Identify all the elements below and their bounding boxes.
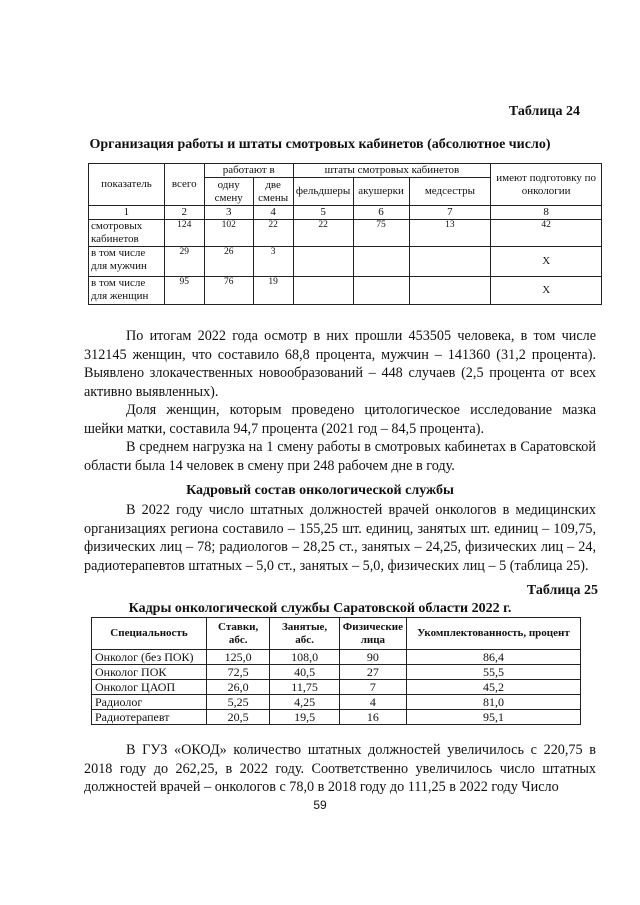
- col-number: 7: [409, 206, 491, 220]
- col-number: 8: [491, 206, 602, 220]
- cell-feldsher: [293, 277, 353, 305]
- cell-persons: 7: [339, 680, 406, 695]
- table-row: [92, 680, 581, 695]
- cell-midwife: 75: [353, 220, 409, 247]
- header-one-shift: одну смену: [204, 178, 253, 206]
- cell-total: 95: [164, 277, 204, 305]
- paragraph: В 2022 году число штатных должностей врачей онкологов в медицинских организациях региона составило – 155,25 шт. единиц, занятых шт. единиц – 109,75, физических лиц – 78; радиологов – 28,25 ст., занятых – 24,25, физических лиц – 24, радиотерапевтов штатных – 5,0 ст., занятых – 5,0, физических лиц – 5 (таблица 25).: [84, 502, 596, 574]
- row-label: в том числе для мужчин: [89, 247, 165, 277]
- row-label: в том числе для женщин: [89, 277, 165, 305]
- cell-rates: 125,0: [206, 650, 269, 665]
- cell-nurses: 13: [409, 220, 491, 247]
- col-number: 5: [293, 206, 353, 220]
- cell-feldsher: [293, 247, 353, 277]
- header-work-in: работают в: [204, 164, 293, 178]
- cell-total: 124: [164, 220, 204, 247]
- table-25: [91, 617, 581, 725]
- cell-specialty: Онколог ЦАОП: [92, 680, 207, 695]
- column-numbers-row: [89, 206, 602, 220]
- okod-paragraph-block: [84, 741, 596, 797]
- col-number: 1: [89, 206, 165, 220]
- header-oncology-training: имеют подготовку по онкологии: [491, 164, 602, 206]
- cell-nurses: [409, 247, 491, 277]
- table-header-row: [92, 618, 581, 650]
- header-persons: Физические лица: [339, 618, 406, 650]
- header-midwife: акушерки: [353, 178, 409, 206]
- cell-midwife: [353, 247, 409, 277]
- section-heading: Кадровый состав онкологической службы: [186, 483, 454, 498]
- page-number: 59: [313, 798, 327, 812]
- cell-nurses: [409, 277, 491, 305]
- cell-occupied: 4,25: [270, 695, 339, 710]
- table-24-title: Организация работы и штаты смотровых кабинетов (абсолютное число): [89, 137, 551, 152]
- header-rates: Ставки, абс.: [206, 618, 269, 650]
- cell-total: 29: [164, 247, 204, 277]
- cell-staffing: 81,0: [407, 695, 581, 710]
- cell-staffing: 86,4: [407, 650, 581, 665]
- cadre-paragraph-block: [84, 501, 596, 575]
- header-staffing: Укомплектованность, процент: [407, 618, 581, 650]
- col-number: 3: [204, 206, 253, 220]
- table-row: [92, 710, 581, 725]
- cell-persons: 27: [339, 665, 406, 680]
- cell-rates: 20,5: [206, 710, 269, 725]
- cell-persons: 90: [339, 650, 406, 665]
- table-row: [92, 695, 581, 710]
- cell-specialty: Онколог ПОК: [92, 665, 207, 680]
- table-row: [89, 277, 602, 305]
- cell-staffing: 55,5: [407, 665, 581, 680]
- paragraph: В среднем нагрузка на 1 смену работы в смотровых кабинетах в Саратовской области была 14 человек в смену при 248 рабочем дне в году.: [84, 439, 596, 474]
- cell-rates: 72,5: [206, 665, 269, 680]
- header-staff: штаты смотровых кабинетов: [293, 164, 491, 178]
- paragraph: По итогам 2022 года осмотр в них прошли 453505 человека, в том числе 312145 женщин, что составило 68,8 процента, мужчин – 141360 (31,2 процента). Выявлено злокачественных новообразований – 448 случаев (2,5 процента от всех активно выявленных).: [84, 328, 596, 400]
- cell-one-shift: 26: [204, 247, 253, 277]
- cell-occupied: 108,0: [270, 650, 339, 665]
- table-row: [89, 220, 602, 247]
- cell-oncology: X: [491, 277, 602, 305]
- header-feldsher: фельдшеры: [293, 178, 353, 206]
- header-indicator: показатель: [89, 164, 165, 206]
- paragraph: В ГУЗ «ОКОД» количество штатных должностей увеличилось с 220,75 в 2018 году до 262,25, в 2022 году. Соответственно увеличилось число штатных должностей врачей – онкологов с 78,0 в 2018 году до 111,25 в 2022 году Число: [84, 742, 596, 795]
- cell-persons: 16: [339, 710, 406, 725]
- row-label: смотровых кабинетов: [89, 220, 165, 247]
- cell-specialty: Радиолог: [92, 695, 207, 710]
- cell-oncology: X: [491, 247, 602, 277]
- table-24-label: Таблица 24: [508, 104, 580, 119]
- cell-one-shift: 102: [204, 220, 253, 247]
- cell-persons: 4: [339, 695, 406, 710]
- cell-specialty: Онколог (без ПОК): [92, 650, 207, 665]
- table-25-label: Таблица 25: [526, 583, 598, 598]
- table-row: [92, 650, 581, 665]
- table-24: [88, 163, 602, 305]
- table-row: [89, 247, 602, 277]
- header-nurses: медсестры: [409, 178, 491, 206]
- cell-staffing: 45,2: [407, 680, 581, 695]
- col-number: 6: [353, 206, 409, 220]
- cell-two-shifts: 19: [253, 277, 293, 305]
- cell-specialty: Радиотерапевт: [92, 710, 207, 725]
- table-25-title: Кадры онкологической службы Саратовской области 2022 г.: [128, 601, 512, 616]
- col-number: 4: [253, 206, 293, 220]
- screening-paragraphs: [84, 327, 596, 475]
- table-row: [92, 665, 581, 680]
- header-occupied: Занятые, абс.: [270, 618, 339, 650]
- cell-rates: 5,25: [206, 695, 269, 710]
- paragraph: Доля женщин, которым проведено цитологическое исследование мазка шейки матки, составила 94,7 процента (2021 год – 84,5 процента).: [84, 402, 596, 437]
- cell-midwife: [353, 277, 409, 305]
- col-number: 2: [164, 206, 204, 220]
- cell-two-shifts: 3: [253, 247, 293, 277]
- cell-occupied: 11,75: [270, 680, 339, 695]
- cell-occupied: 19,5: [270, 710, 339, 725]
- header-specialty: Специальность: [92, 618, 207, 650]
- cell-two-shifts: 22: [253, 220, 293, 247]
- cell-rates: 26,0: [206, 680, 269, 695]
- cell-one-shift: 76: [204, 277, 253, 305]
- cell-occupied: 40,5: [270, 665, 339, 680]
- cell-oncology: 42: [491, 220, 602, 247]
- header-total: всего: [164, 164, 204, 206]
- header-two-shifts: две смены: [253, 178, 293, 206]
- cell-staffing: 95,1: [407, 710, 581, 725]
- cell-feldsher: 22: [293, 220, 353, 247]
